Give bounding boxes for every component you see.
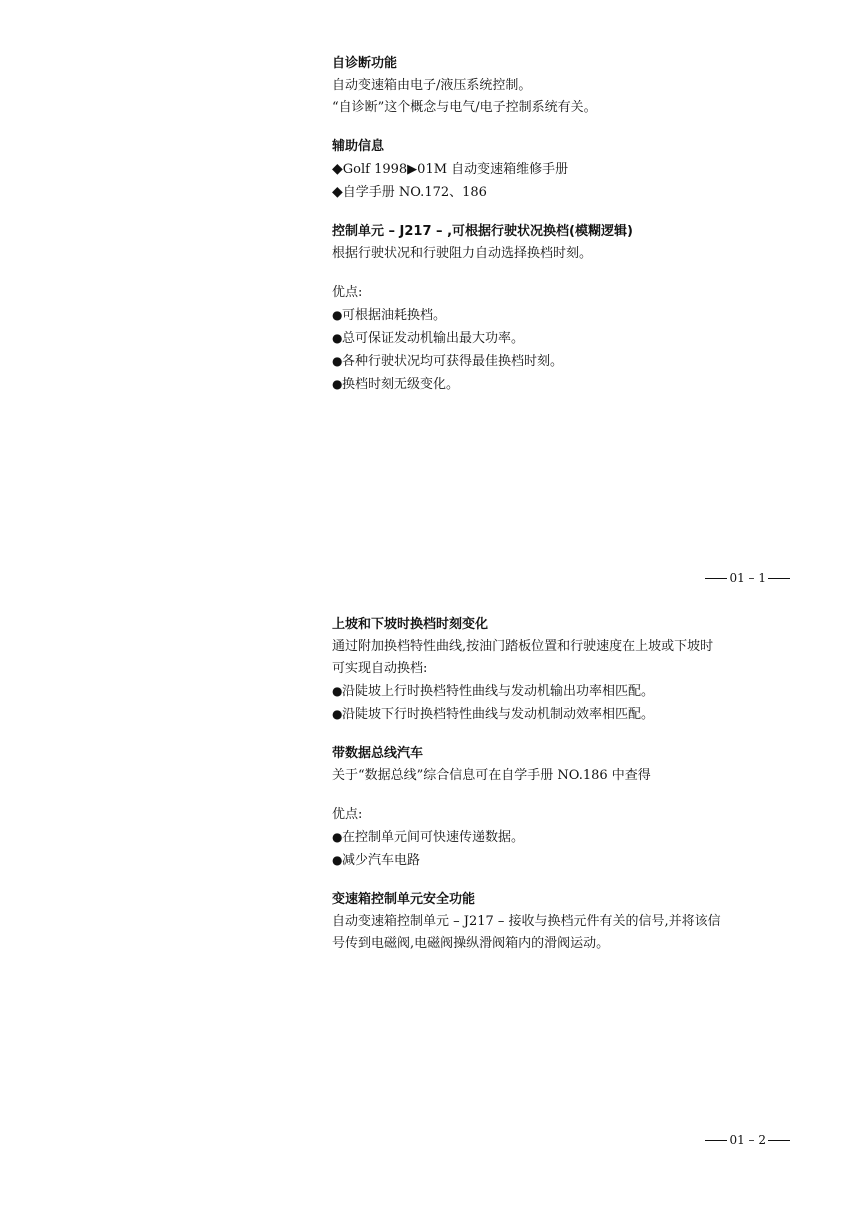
paragraph-line: 关于“数据总线”综合信息可在自学手册 NO.186 中查得 — [332, 768, 651, 783]
list-item — [332, 849, 792, 872]
list-item — [332, 350, 792, 373]
paragraph-line: 可实现自动换档: — [332, 661, 428, 676]
section-uphill-downhill — [332, 614, 792, 726]
list-item-text: 总可保证发动机输出最大功率。 — [342, 331, 525, 346]
list-item-text: 换档时刻无级变化。 — [342, 377, 460, 392]
list-item — [332, 826, 792, 849]
section-advantages — [332, 282, 792, 396]
section-control-unit — [332, 221, 792, 265]
diamond-bullet-icon: ◆ — [332, 184, 343, 200]
diamond-bullet-icon: ◆ — [332, 161, 343, 177]
section-heading: 上坡和下坡时换档时刻变化 — [332, 617, 489, 632]
bullet-icon: ● — [332, 354, 343, 368]
list-item-text: 沿陡坡下行时换档特性曲线与发动机制动效率相匹配。 — [342, 707, 655, 722]
bullet-icon: ● — [332, 377, 343, 391]
list-item — [332, 680, 792, 703]
page-1-content — [332, 53, 792, 413]
reference-item — [332, 181, 792, 204]
list-item — [332, 304, 792, 327]
page-2-content — [332, 614, 792, 972]
list-item — [332, 373, 792, 396]
list-item — [332, 327, 792, 350]
section-data-bus — [332, 743, 792, 787]
section-heading: 自诊断功能 — [332, 56, 398, 71]
folio-rule-right — [768, 578, 790, 579]
paragraph-line: 自动变速箱由电子/液压系统控制。 — [332, 78, 532, 93]
page-number-text: 01 – 2 — [729, 1133, 766, 1147]
bullet-icon: ● — [332, 684, 343, 698]
paragraph-line: 通过附加换档特性曲线,按油门踏板位置和行驶速度在上坡或下坡时 — [332, 639, 714, 654]
bullet-icon: ● — [332, 308, 343, 322]
section-additional-info — [332, 136, 792, 204]
section-data-bus-advantages — [332, 804, 792, 872]
page-number-text: 01 – 1 — [729, 571, 766, 585]
list-item-text: 可根据油耗换档。 — [342, 308, 447, 323]
section-heading: 辅助信息 — [332, 139, 385, 154]
list-item — [332, 703, 792, 726]
list-item-text: 各种行驶状况均可获得最佳换档时刻。 — [342, 354, 564, 369]
folio-rule-left — [705, 1140, 727, 1141]
page-number — [705, 1132, 790, 1148]
bullet-icon: ● — [332, 830, 343, 844]
reference-text: Golf 1998▶01M 自动变速箱维修手册 — [342, 162, 569, 177]
section-heading: 带数据总线汽车 — [332, 746, 424, 761]
section-heading: 控制单元 – J217 – ,可根据行驶状况换档(模糊逻辑) — [332, 224, 633, 239]
advantages-label: 优点: — [332, 807, 363, 822]
reference-text: 自学手册 NO.172、186 — [342, 185, 487, 200]
reference-item — [332, 158, 792, 181]
bullet-icon: ● — [332, 707, 343, 721]
section-heading: 变速箱控制单元安全功能 — [332, 892, 476, 907]
paragraph-line: “自诊断”这个概念与电气/电子控制系统有关。 — [332, 100, 597, 115]
paragraph-line: 自动变速箱控制单元 – J217 – 接收与换档元件有关的信号,并将该信 — [332, 914, 721, 929]
page-number — [705, 570, 790, 586]
list-item-text: 在控制单元间可快速传递数据。 — [342, 830, 525, 845]
advantages-label: 优点: — [332, 285, 363, 300]
list-item-text: 沿陡坡上行时换档特性曲线与发动机输出功率相匹配。 — [342, 684, 655, 699]
folio-rule-left — [705, 578, 727, 579]
bullet-icon: ● — [332, 853, 343, 867]
bullet-icon: ● — [332, 331, 343, 345]
paragraph-line: 根据行驶状况和行驶阻力自动选择换档时刻。 — [332, 246, 593, 261]
paragraph-line: 号传到电磁阀,电磁阀操纵滑阀箱内的滑阀运动。 — [332, 936, 610, 951]
folio-rule-right — [768, 1140, 790, 1141]
page-2 — [0, 614, 868, 1228]
section-safety-function — [332, 889, 792, 955]
section-self-diagnosis — [332, 53, 792, 119]
list-item-text: 减少汽车电路 — [342, 853, 421, 868]
